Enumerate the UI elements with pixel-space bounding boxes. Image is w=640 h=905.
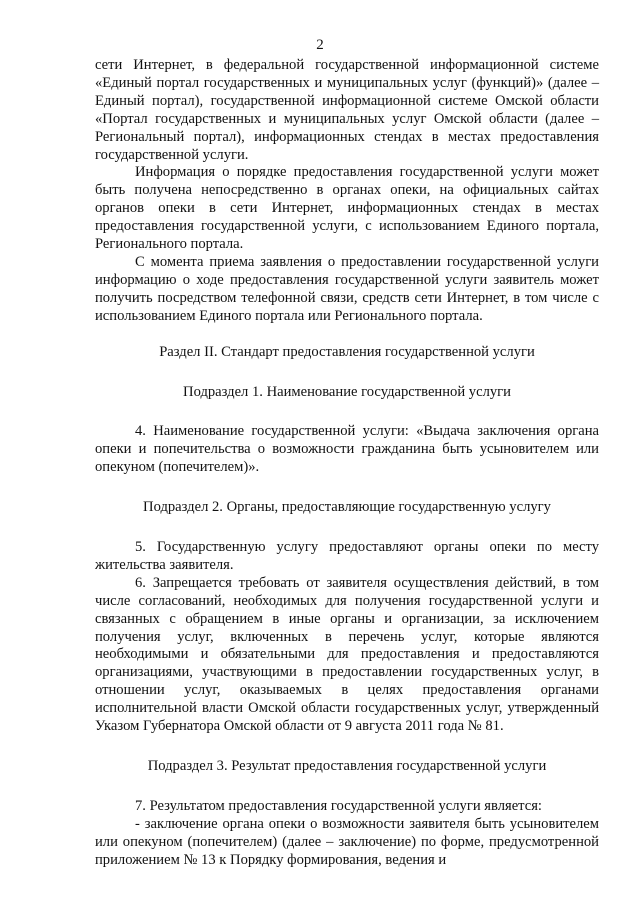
paragraph-information-order: Информация о порядке предоставления государственной услуги может быть получена непосредственно в органах опеки, на официальных сайтах органов опеки в сети Интернет, информационных стендах в местах предоставления государственной услуги, с использованием Единого портала, Регионального портала.: [95, 164, 599, 253]
document-body: [95, 57, 599, 870]
subsection-heading-3: Подраздел 3. Результат предоставления государственной услуги: [147, 758, 547, 774]
paragraph-item-5: 5. Государственную услугу предоставляют органы опеки по месту жительства заявителя.: [95, 539, 599, 573]
paragraph-item-7: 7. Результатом предоставления государственной услуги является:: [135, 797, 542, 814]
paragraph-result-conclusion: - заключение органа опеки о возможности заявителя быть усыновителем или опекуном (попечителем) (далее – заключение) по форме, предусмотренной приложением № 13 к Порядку формирования, ведения и: [95, 815, 599, 868]
subsection-heading-1: Подраздел 1. Наименование государственной услуги: [183, 383, 511, 400]
paragraph-item-6: 6. Запрещается требовать от заявителя осуществления действий, в том числе согласований, необходимых для получения государственной услуги и связанных с обращением в иные органы и организации, за исключением получения услуг, включенных в перечень услуг, которые являются необходимыми и обязательными для предоставления и предоставляются организациями, участвующими в предоставлении государственных услуг, в отношении услуг, оказываемых в целях предоставления органами исполнительной власти Омской области государственных услуг, утвержденный Указом Губернатора Омской области от 9 августа 2011 года № 81.: [95, 574, 599, 735]
subsection-heading-2: Подраздел 2. Органы, предоставляющие государственную услугу: [143, 499, 551, 516]
section-heading-2: Раздел II. Стандарт предоставления государственной услуги: [159, 343, 535, 360]
paragraph-application-progress: С момента приема заявления о предоставлении государственной услуги информацию о ходе предоставления государственной услуги заявитель может получить посредством телефонной связи, средств сети Интернет, в том числе с использованием Единого портала или Регионального портала.: [95, 253, 599, 324]
paragraph-continuation: сети Интернет, в федеральной государственной информационной системе «Единый портал государственных и муниципальных услуг (функций)» (далее – Единый портал), государственной информационной системе Омской области «Портал государственных и муниципальных услуг Омской области (далее – Региональный портал), информационных стендах в местах предоставления государственной услуги.: [95, 57, 599, 163]
paragraph-item-4: 4. Наименование государственной услуги: «Выдача заключения органа опеки и попечительства о возможности гражданина быть усыновителем или опекуном (попечителем)».: [95, 423, 599, 476]
page-number: 2: [316, 37, 324, 53]
